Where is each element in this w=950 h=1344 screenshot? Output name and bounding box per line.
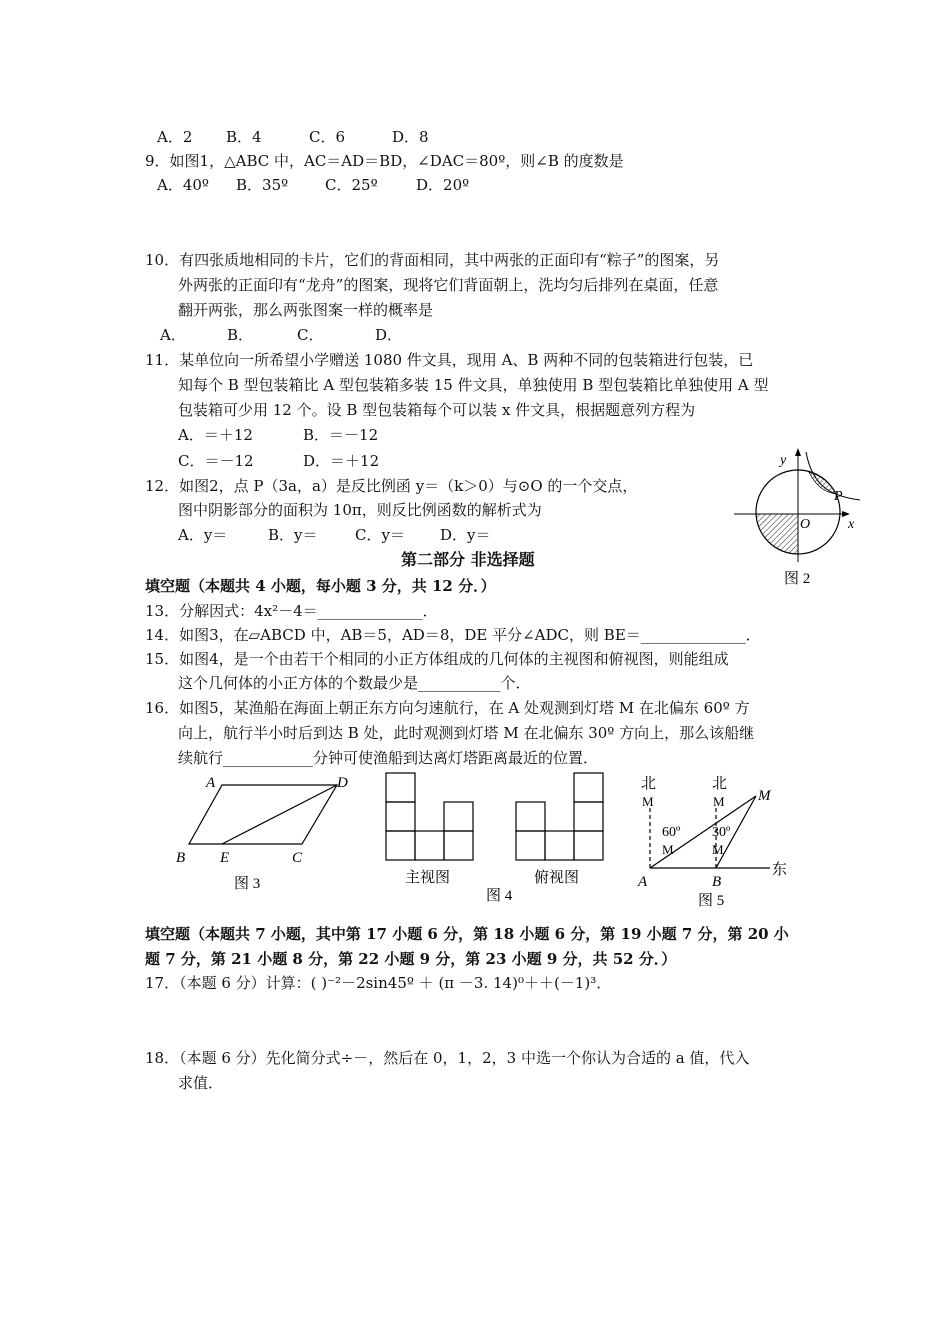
figure-5 [630, 770, 800, 910]
fig5-angle-30: 30º [712, 825, 731, 840]
q11-line2: 知每个 B 型包装箱比 A 型包装箱多装 15 件文具，单独使用 B 型包装箱比单独使用 A 型 [178, 376, 769, 394]
q8-option-c: C．6 [309, 128, 346, 146]
q9-option-b: B．35º [236, 176, 289, 194]
q12-option-c: C．y＝ [355, 526, 405, 544]
fig5-label-b: B [712, 874, 722, 890]
fig2-caption: 图 2 [784, 571, 811, 587]
fig4-caption: 图 4 [486, 888, 513, 904]
q10-line3: 翻开两张，那么两张图案一样的概率是 [178, 301, 434, 319]
fig4-front-label: 主视图 [405, 870, 451, 886]
fig5-north-b: 北 [712, 776, 728, 792]
q8-option-a: A．2 [157, 128, 193, 146]
q11-option-a: A．＝＋12 [178, 426, 253, 444]
q10-option-a: A． [160, 326, 186, 344]
q11-option-d: D．＝＋12 [303, 452, 380, 470]
shaded-region-lower [756, 514, 798, 554]
q16-line2: 向上，航行半小时后到达 B 处，此时观测到灯塔 M 在北偏东 30º 方向上，那么该船继 [178, 724, 755, 742]
fig5-caption: 图 5 [698, 893, 725, 909]
fig2-label-o: O [800, 517, 811, 532]
q9-option-a: A．40º [157, 176, 209, 194]
q10-option-d: D． [375, 326, 403, 344]
shaded-region-upper [809, 472, 836, 494]
q9-option-d: D．20º [416, 176, 470, 194]
q18-line2: 求值． [178, 1074, 224, 1092]
fig5-mark-4: M [712, 842, 724, 857]
q12-option-d: D．y＝ [440, 526, 491, 544]
fill-in-header-1: 填空题（本题共 4 小题，每小题 3 分，共 12 分．） [145, 577, 496, 595]
fig5-label-m: M [758, 788, 771, 804]
q10-line2: 外两张的正面印有“龙舟”的图案，现将它们背面朝上，洗均匀后排列在桌面，任意 [178, 276, 719, 294]
q8-option-d: D．8 [392, 128, 429, 146]
q9-option-c: C．25º [325, 176, 378, 194]
q12-option-a: A．y＝ [178, 526, 228, 544]
top-view [516, 773, 603, 860]
q12-line1: 12．如图2，点 P（3a，a）是反比例函 y＝（k＞0）与⊙O 的一个交点， [145, 477, 638, 495]
q16-line3: 续航行____________分钟可使渔船到达离灯塔距离最近的位置． [178, 749, 599, 767]
fig2-label-p: P [834, 489, 843, 504]
fill-in-header-2-line1: 填空题（本题共 7 小题，其中第 17 小题 6 分，第 18 小题 6 分，第 19 小题 7 分，第 20 小 [145, 925, 789, 943]
fig3-caption: 图 3 [234, 876, 261, 892]
q18-line1: 18．（本题 6 分）先化简分式÷－，然后在 0，1，2，3 中选一个你认为合适的 a 值，代入 [145, 1049, 750, 1067]
fig5-angle-60: 60º [662, 825, 681, 840]
q10-line1: 10．有四张质地相同的卡片，它们的背面相同，其中两张的正面印有“粽子”的图案，另 [145, 251, 720, 269]
q16-line1: 16．如图5，某渔船在海面上朝正东方向匀速航行，在 A 处观测到灯塔 M 在北偏东 60º 方 [145, 699, 750, 717]
y-axis-arrow [795, 448, 801, 456]
figure-2 [728, 444, 868, 590]
q9-stem: 9．如图1，△ABC 中，AC＝AD＝BD，∠DAC＝80º，则∠B 的度数是 [145, 152, 624, 170]
fig2-label-x: x [848, 517, 855, 532]
q11-line1: 11．某单位向一所希望小学赠送 1080 件文具，现用 A、B 两种不同的包装箱进行包装，已 [145, 351, 754, 369]
fig5-mark-2: M [713, 794, 725, 809]
q10-option-c: C． [297, 326, 324, 344]
front-view [386, 773, 473, 860]
q11-line3: 包装箱可少用 12 个。设 B 型包装箱每个可以装 x 件文具，根据题意列方程为 [178, 401, 696, 419]
figure-4 [378, 770, 613, 910]
q11-option-b: B．＝－12 [303, 426, 379, 444]
fig5-east: 东 [772, 862, 788, 878]
q8-option-b: B．4 [226, 128, 262, 146]
q15-line1: 15．如图4，是一个由若干个相同的小正方体组成的几何体的主视图和俯视图，则能组成 [145, 650, 729, 668]
fig3-label-d: D [337, 775, 348, 791]
fig4-top-label: 俯视图 [534, 870, 580, 886]
fig5-mark-3: M [662, 842, 674, 857]
figure-3 [172, 770, 357, 895]
q10-option-b: B． [227, 326, 254, 344]
parallelogram-abcd [189, 785, 337, 844]
q15-line2: 这个几何体的小正方体的个数最少是___________个． [178, 674, 531, 692]
fig3-label-c: C [292, 850, 303, 866]
q12-option-b: B．y＝ [268, 526, 318, 544]
q12-line2: 图中阴影部分的面积为 10π，则反比例函数的解析式为 [178, 501, 542, 519]
fig5-label-a: A [638, 874, 648, 890]
fill-in-header-2-line2: 题 7 分，第 21 小题 8 分，第 22 小题 9 分，第 23 小题 9 分，共 52 分．） [145, 950, 677, 968]
q14: 14．如图3，在▱ABCD 中，AB＝5，AD＝8，DE 平分∠ADC，则 BE＝______________． [145, 626, 761, 644]
fig3-label-b: B [176, 850, 186, 866]
fig5-mark-1: M [642, 794, 654, 809]
q13: 13．分解因式：4x²－4＝______________． [145, 602, 438, 620]
part2-title: 第二部分 非选择题 [401, 550, 535, 569]
fig3-label-a: A [206, 775, 216, 791]
q17: 17．（本题 6 分）计算：( )⁻²－2sin45º ＋ (π －3. 14)⁰＋＋(－1)³． [145, 974, 612, 992]
fig3-label-e: E [220, 850, 230, 866]
fig2-label-y: y [780, 453, 787, 468]
q11-option-c: C．＝－12 [178, 452, 254, 470]
fig5-north-a: 北 [641, 776, 657, 792]
